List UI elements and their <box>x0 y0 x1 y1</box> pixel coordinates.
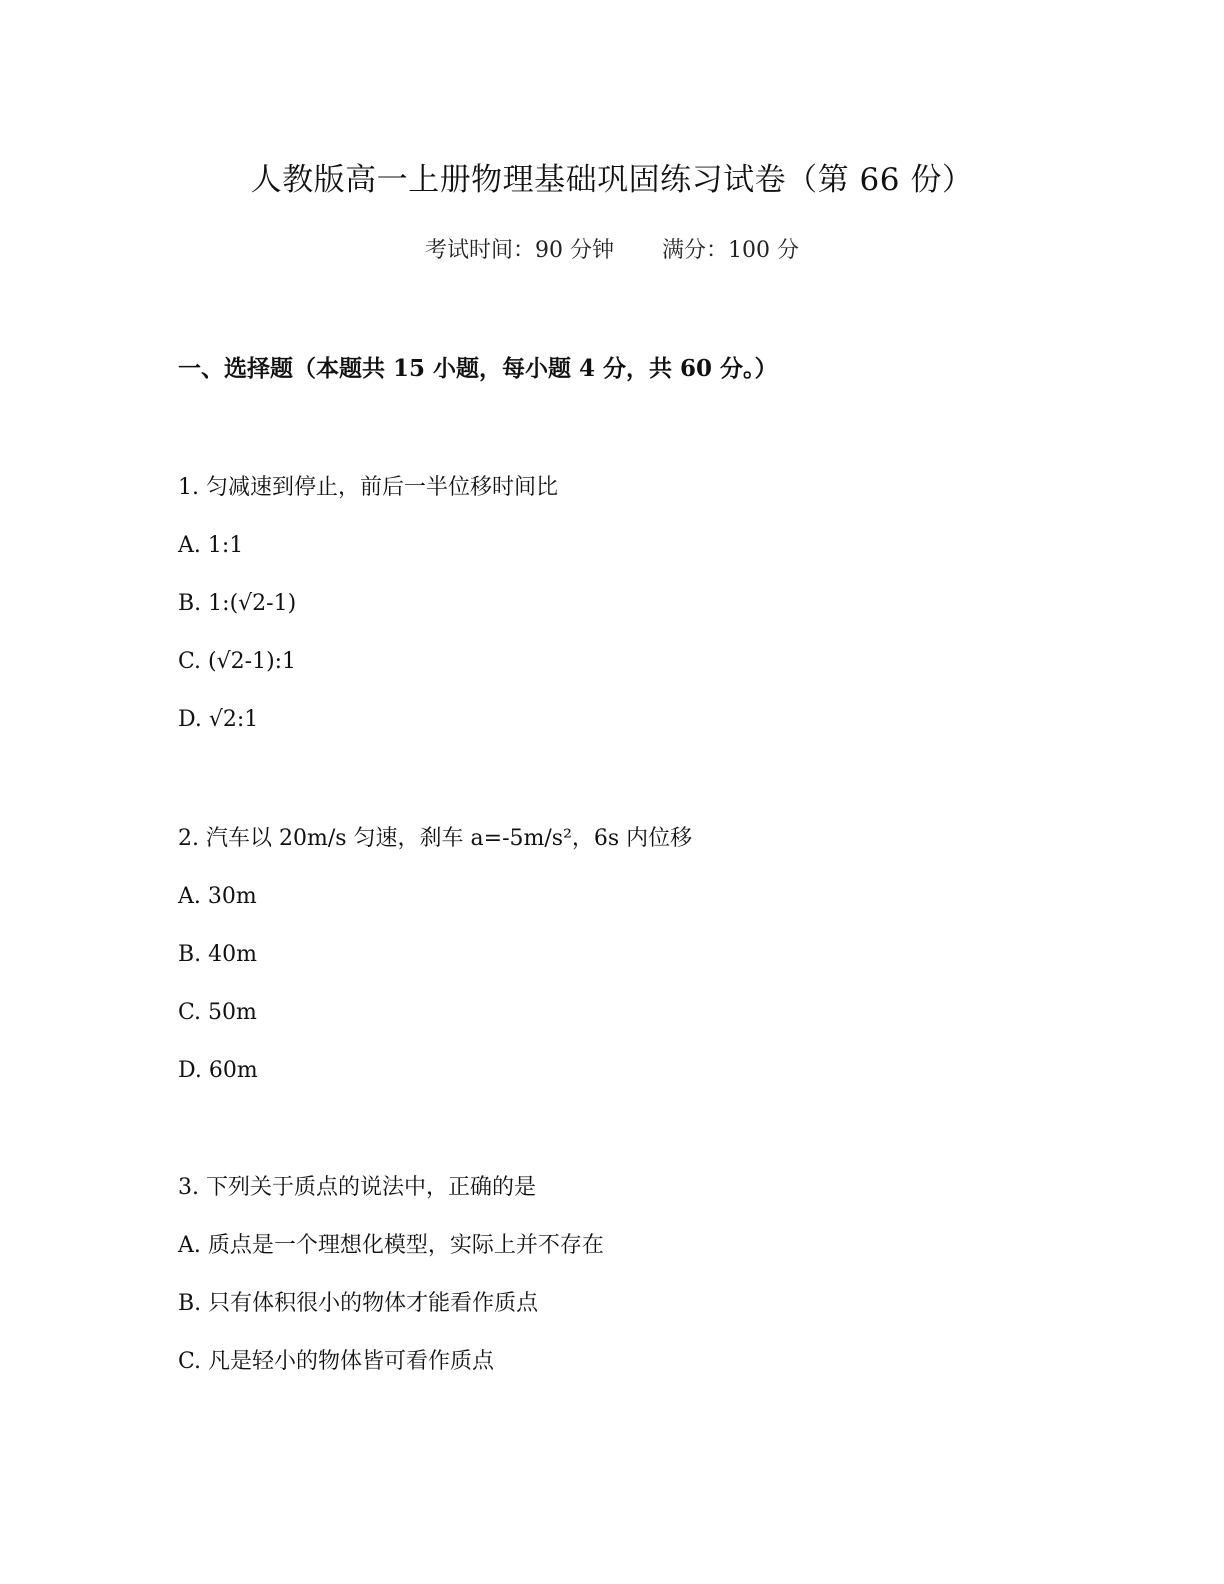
option-c: C. 50m <box>178 1000 257 1025</box>
question-3 <box>178 1171 1078 1403</box>
document-title: 人教版高一上册物理基础巩固练习试卷（第 66 份） <box>250 162 974 198</box>
question-stem: 3. 下列关于质点的说法中，正确的是 <box>178 1175 536 1200</box>
option-c: C. 凡是轻小的物体皆可看作质点 <box>178 1349 495 1374</box>
option-c: C. (√2-1):1 <box>178 649 297 674</box>
option-a: A. 1:1 <box>178 533 244 558</box>
question-stem: 2. 汽车以 20m/s 匀速，刹车 a=-5m/s²，6s 内位移 <box>178 826 693 851</box>
question-stem: 1. 匀减速到停止，前后一半位移时间比 <box>178 475 558 500</box>
option-b: B. 40m <box>178 942 258 967</box>
exam-time: 考试时间：90 分钟 <box>425 238 614 263</box>
option-b: B. 1:(√2-1) <box>178 591 297 616</box>
exam-meta <box>0 234 1224 268</box>
question-2 <box>178 822 1078 1112</box>
option-d: D. 60m <box>178 1058 258 1083</box>
section-heading: 一、选择题（本题共 15 小题，每小题 4 分，共 60 分。） <box>178 355 778 382</box>
option-a: A. 30m <box>178 884 257 909</box>
exam-full-score: 满分：100 分 <box>662 238 799 263</box>
option-d: D. √2:1 <box>178 707 259 732</box>
option-a: A. 质点是一个理想化模型，实际上并不存在 <box>178 1233 604 1258</box>
option-b: B. 只有体积很小的物体才能看作质点 <box>178 1291 539 1316</box>
question-1 <box>178 471 1078 761</box>
